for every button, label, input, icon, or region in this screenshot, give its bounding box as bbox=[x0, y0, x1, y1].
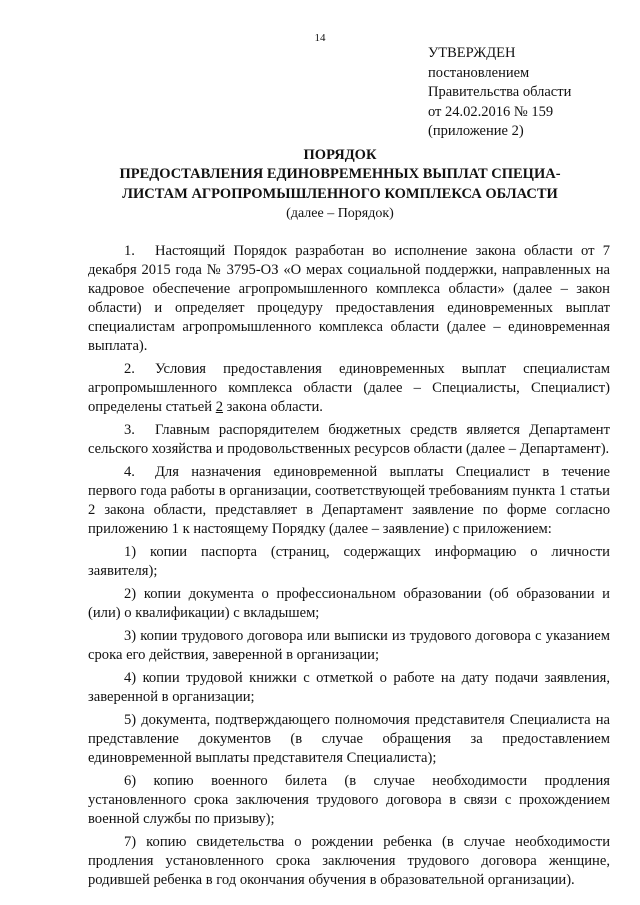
document-body bbox=[88, 242, 610, 894]
approval-line: Правительства области bbox=[428, 84, 572, 100]
paragraph-text: Главным распорядителем бюджетных средств является Департамент сельского хозяйства и продовольственных ресурсов области (далее – Департамент). bbox=[88, 422, 610, 457]
paragraph-1 bbox=[88, 242, 610, 356]
page-number: 14 bbox=[314, 32, 326, 44]
paragraph-text: закона области. bbox=[223, 399, 323, 415]
paragraph-text: Условия предоставления единовременных выплат специалистам агропромышленного комплекса области (далее – Специалисты, Специалист) определены статьей bbox=[88, 361, 610, 415]
paragraph-4 bbox=[88, 463, 610, 539]
paragraph-2 bbox=[88, 360, 610, 417]
list-item: 5) документа, подтверждающего полномочия представителя Специалиста на представление документов (в случае обращения за предоставлением единовременной выплаты представителя Специалиста); bbox=[88, 712, 610, 766]
paragraph-number: 3. bbox=[124, 422, 135, 438]
document-title-block bbox=[60, 146, 620, 223]
paragraph-number: 4. bbox=[124, 464, 135, 480]
article-reference-link[interactable]: 2 bbox=[215, 399, 224, 415]
list-item: 7) копию свидетельства о рождении ребенка (в случае необходимости продления установленного срока заключения трудового договора женщине, родившей ребенка в год окончания обучения в образовательной организации). bbox=[88, 834, 610, 888]
list-item: 3) копии трудового договора или выписки из трудового договора с указанием срока его действия, заверенной в организации; bbox=[88, 628, 610, 663]
paragraph-number: 1. bbox=[124, 243, 135, 259]
approval-line: (приложение 2) bbox=[428, 123, 524, 139]
approval-line: от 24.02.2016 № 159 bbox=[428, 103, 554, 120]
list-item: 1) копии паспорта (страниц, содержащих информацию о личности заявителя); bbox=[88, 544, 610, 579]
paragraph-text: Для назначения единовременной выплаты Специалист в течение первого года работы в организации, соответствующей требованиям пункта 1 статьи 2 закона области, представляет в Департамент заявление по форме согласно приложению 1 к настоящему Порядку (далее – заявление) с приложением: bbox=[88, 464, 610, 537]
list-item: 6) копию военного билета (в случае необходимости продления установленного срока заключения трудового договора в связи с прохождением военной службы по призыву); bbox=[88, 773, 610, 827]
document-title-note: (далее – Порядок) bbox=[286, 206, 394, 221]
approval-line: постановлением bbox=[428, 64, 530, 81]
approval-line: УТВЕРЖДЕН bbox=[428, 45, 516, 61]
document-subtitle-line-2: ЛИСТАМ АГРОПРОМЫШЛЕННОГО КОМПЛЕКСА ОБЛАСТИ bbox=[122, 185, 558, 202]
paragraph-3 bbox=[88, 421, 610, 459]
list-item: 4) копии трудовой книжки с отметкой о работе на дату подачи заявления, заверенной в организации; bbox=[88, 670, 610, 705]
document-subtitle-line-1: ПРЕДОСТАВЛЕНИЯ ЕДИНОВРЕМЕННЫХ ВЫПЛАТ СПЕЦИА- bbox=[119, 166, 561, 182]
approval-block bbox=[428, 44, 571, 142]
paragraph-text: Настоящий Порядок разработан во исполнение закона области от 7 декабря 2015 года № 3795-ОЗ «О мерах социальной поддержки, направленных на кадровое обеспечение агропромышленного комплекса области» (далее – закон области) и определяет процедуру предоставления единовременных выплат специалистам агропромышленного комплекса области (далее – единовременная выплата). bbox=[88, 243, 610, 354]
paragraph-number: 2. bbox=[124, 361, 135, 377]
list-item: 2) копии документа о профессиональном образовании (об образовании и (или) о квалификации) с вкладышем; bbox=[88, 586, 610, 621]
document-title: ПОРЯДОК bbox=[303, 147, 377, 163]
